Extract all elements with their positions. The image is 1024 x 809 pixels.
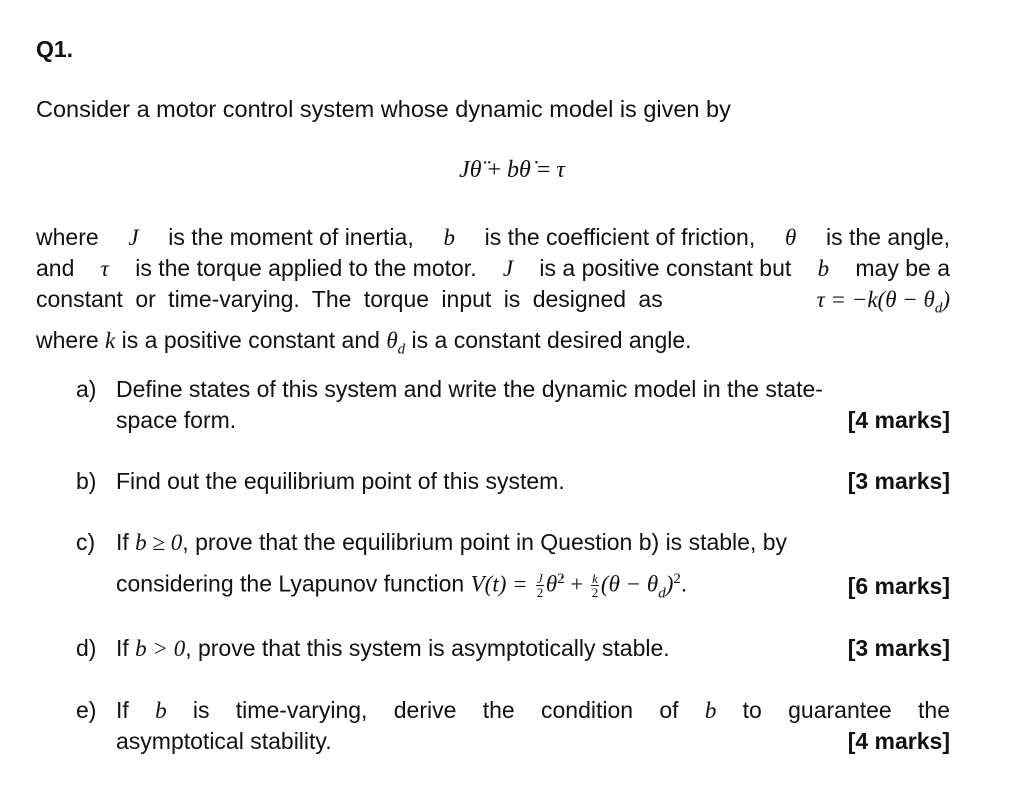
- torque-expr: τ = −k(θ − θ: [816, 287, 935, 312]
- text: is the moment of inertia,: [168, 224, 414, 250]
- question-label: d): [76, 635, 97, 661]
- paragraph-line-1: [36, 222, 950, 253]
- eq-tau: τ: [556, 157, 565, 183]
- description-paragraph: [36, 222, 950, 365]
- close-paren: ): [665, 571, 674, 597]
- superscript: 2: [673, 571, 681, 587]
- question-b: [76, 466, 950, 497]
- text: If: [116, 529, 129, 555]
- symbol-k: k: [105, 327, 116, 353]
- question-e: [76, 695, 950, 757]
- lyapunov-line: [116, 564, 687, 609]
- condition: b > 0: [135, 636, 186, 661]
- fraction-k-over-2: [591, 572, 599, 599]
- marks-badge: [3 marks]: [847, 635, 950, 661]
- plus: +: [564, 571, 590, 597]
- question-text: Define states of this system and write the dynamic model in the state-: [116, 376, 823, 402]
- paragraph-line-3: [36, 284, 950, 325]
- eq-plus: +: [481, 157, 508, 183]
- marks-badge: [6 marks]: [847, 573, 950, 600]
- eq-b: b: [507, 157, 520, 183]
- text: may be a: [855, 255, 950, 281]
- paragraph-line-4: [36, 325, 950, 366]
- subscript-d: d: [934, 300, 943, 317]
- eq-theta-ddot: θ̈: [469, 157, 482, 183]
- question-label: b): [76, 468, 97, 494]
- word: and: [36, 255, 75, 281]
- eq-equals: =: [530, 157, 557, 183]
- word: the: [918, 697, 950, 723]
- text: is a positive constant and: [121, 326, 380, 353]
- word: derive: [393, 697, 457, 723]
- question-e-line-1: [116, 695, 950, 726]
- subscript-d: d: [397, 341, 406, 358]
- text: is a positive constant but: [539, 255, 792, 281]
- question-text: Find out the equilibrium point of this system.: [116, 468, 565, 494]
- text: If: [116, 635, 129, 661]
- marks-badge: [4 marks]: [847, 728, 950, 754]
- error-term: (θ − θ: [600, 571, 659, 597]
- symbol-J: J: [502, 256, 514, 281]
- eq-J: J: [459, 157, 470, 183]
- word: guarantee: [788, 697, 892, 723]
- symbol-b: b: [443, 225, 455, 250]
- text: is the torque applied to the motor.: [135, 255, 477, 281]
- denominator: 2: [591, 585, 599, 601]
- marks-badge: [4 marks]: [847, 407, 950, 433]
- text: is the coefficient of friction,: [484, 224, 756, 250]
- symbol-b: b: [817, 256, 830, 281]
- symbol-theta-d: [386, 327, 406, 358]
- symbol-J: J: [128, 225, 139, 250]
- word: to: [742, 697, 762, 723]
- symbol-tau: τ: [100, 256, 109, 281]
- question-label: e): [76, 697, 97, 723]
- subscript-d: d: [658, 585, 666, 602]
- theta: θ: [386, 327, 398, 353]
- text: is a constant desired angle.: [411, 326, 692, 353]
- lyapunov-V: V(t) =: [470, 571, 528, 597]
- word: of: [659, 697, 679, 723]
- theta-dot: θ̇: [545, 571, 558, 597]
- question-text: asymptotical stability.: [116, 728, 332, 754]
- word: where: [36, 224, 99, 250]
- word: time-varying,: [235, 697, 368, 723]
- word: the: [482, 697, 515, 723]
- superscript: 2: [557, 571, 565, 587]
- symbol-b: b: [155, 698, 167, 723]
- question-text: considering the Lyapunov function: [116, 570, 465, 597]
- text: is the angle,: [825, 224, 950, 250]
- intro-text: Consider a motor control system whose dynamic model is given by: [36, 96, 731, 122]
- condition: b ≥ 0: [135, 530, 183, 555]
- word: is: [192, 697, 210, 723]
- fraction-J-over-2: [536, 572, 544, 599]
- close-paren: ): [942, 287, 950, 312]
- paragraph-line-2: [36, 253, 950, 284]
- question-text: , prove that the equilibrium point in Question b) is stable, by: [182, 529, 788, 555]
- word: If: [116, 697, 129, 723]
- text: constant or time-varying. The torque input is designed as: [36, 286, 663, 312]
- symbol-theta: θ: [784, 225, 797, 250]
- numerator: k: [592, 571, 598, 587]
- period: .: [680, 570, 688, 597]
- eq-theta-dot: θ̇: [519, 157, 531, 183]
- question-label: a): [76, 376, 97, 402]
- question-label: c): [76, 529, 96, 555]
- word: where: [36, 326, 99, 353]
- symbol-b: b: [704, 698, 717, 723]
- question-d: [76, 633, 950, 664]
- word: condition: [540, 697, 634, 723]
- torque-law: [817, 284, 950, 325]
- dynamic-model-equation: [0, 157, 1024, 184]
- question-title: Q1.: [36, 36, 74, 62]
- marks-badge: [3 marks]: [847, 468, 950, 494]
- question-a: [76, 374, 950, 436]
- question-text: , prove that this system is asymptotically stable.: [185, 635, 670, 661]
- question-c: [76, 527, 950, 609]
- denominator: 2: [536, 585, 544, 601]
- numerator: J: [537, 571, 543, 587]
- question-text: space form.: [116, 407, 237, 433]
